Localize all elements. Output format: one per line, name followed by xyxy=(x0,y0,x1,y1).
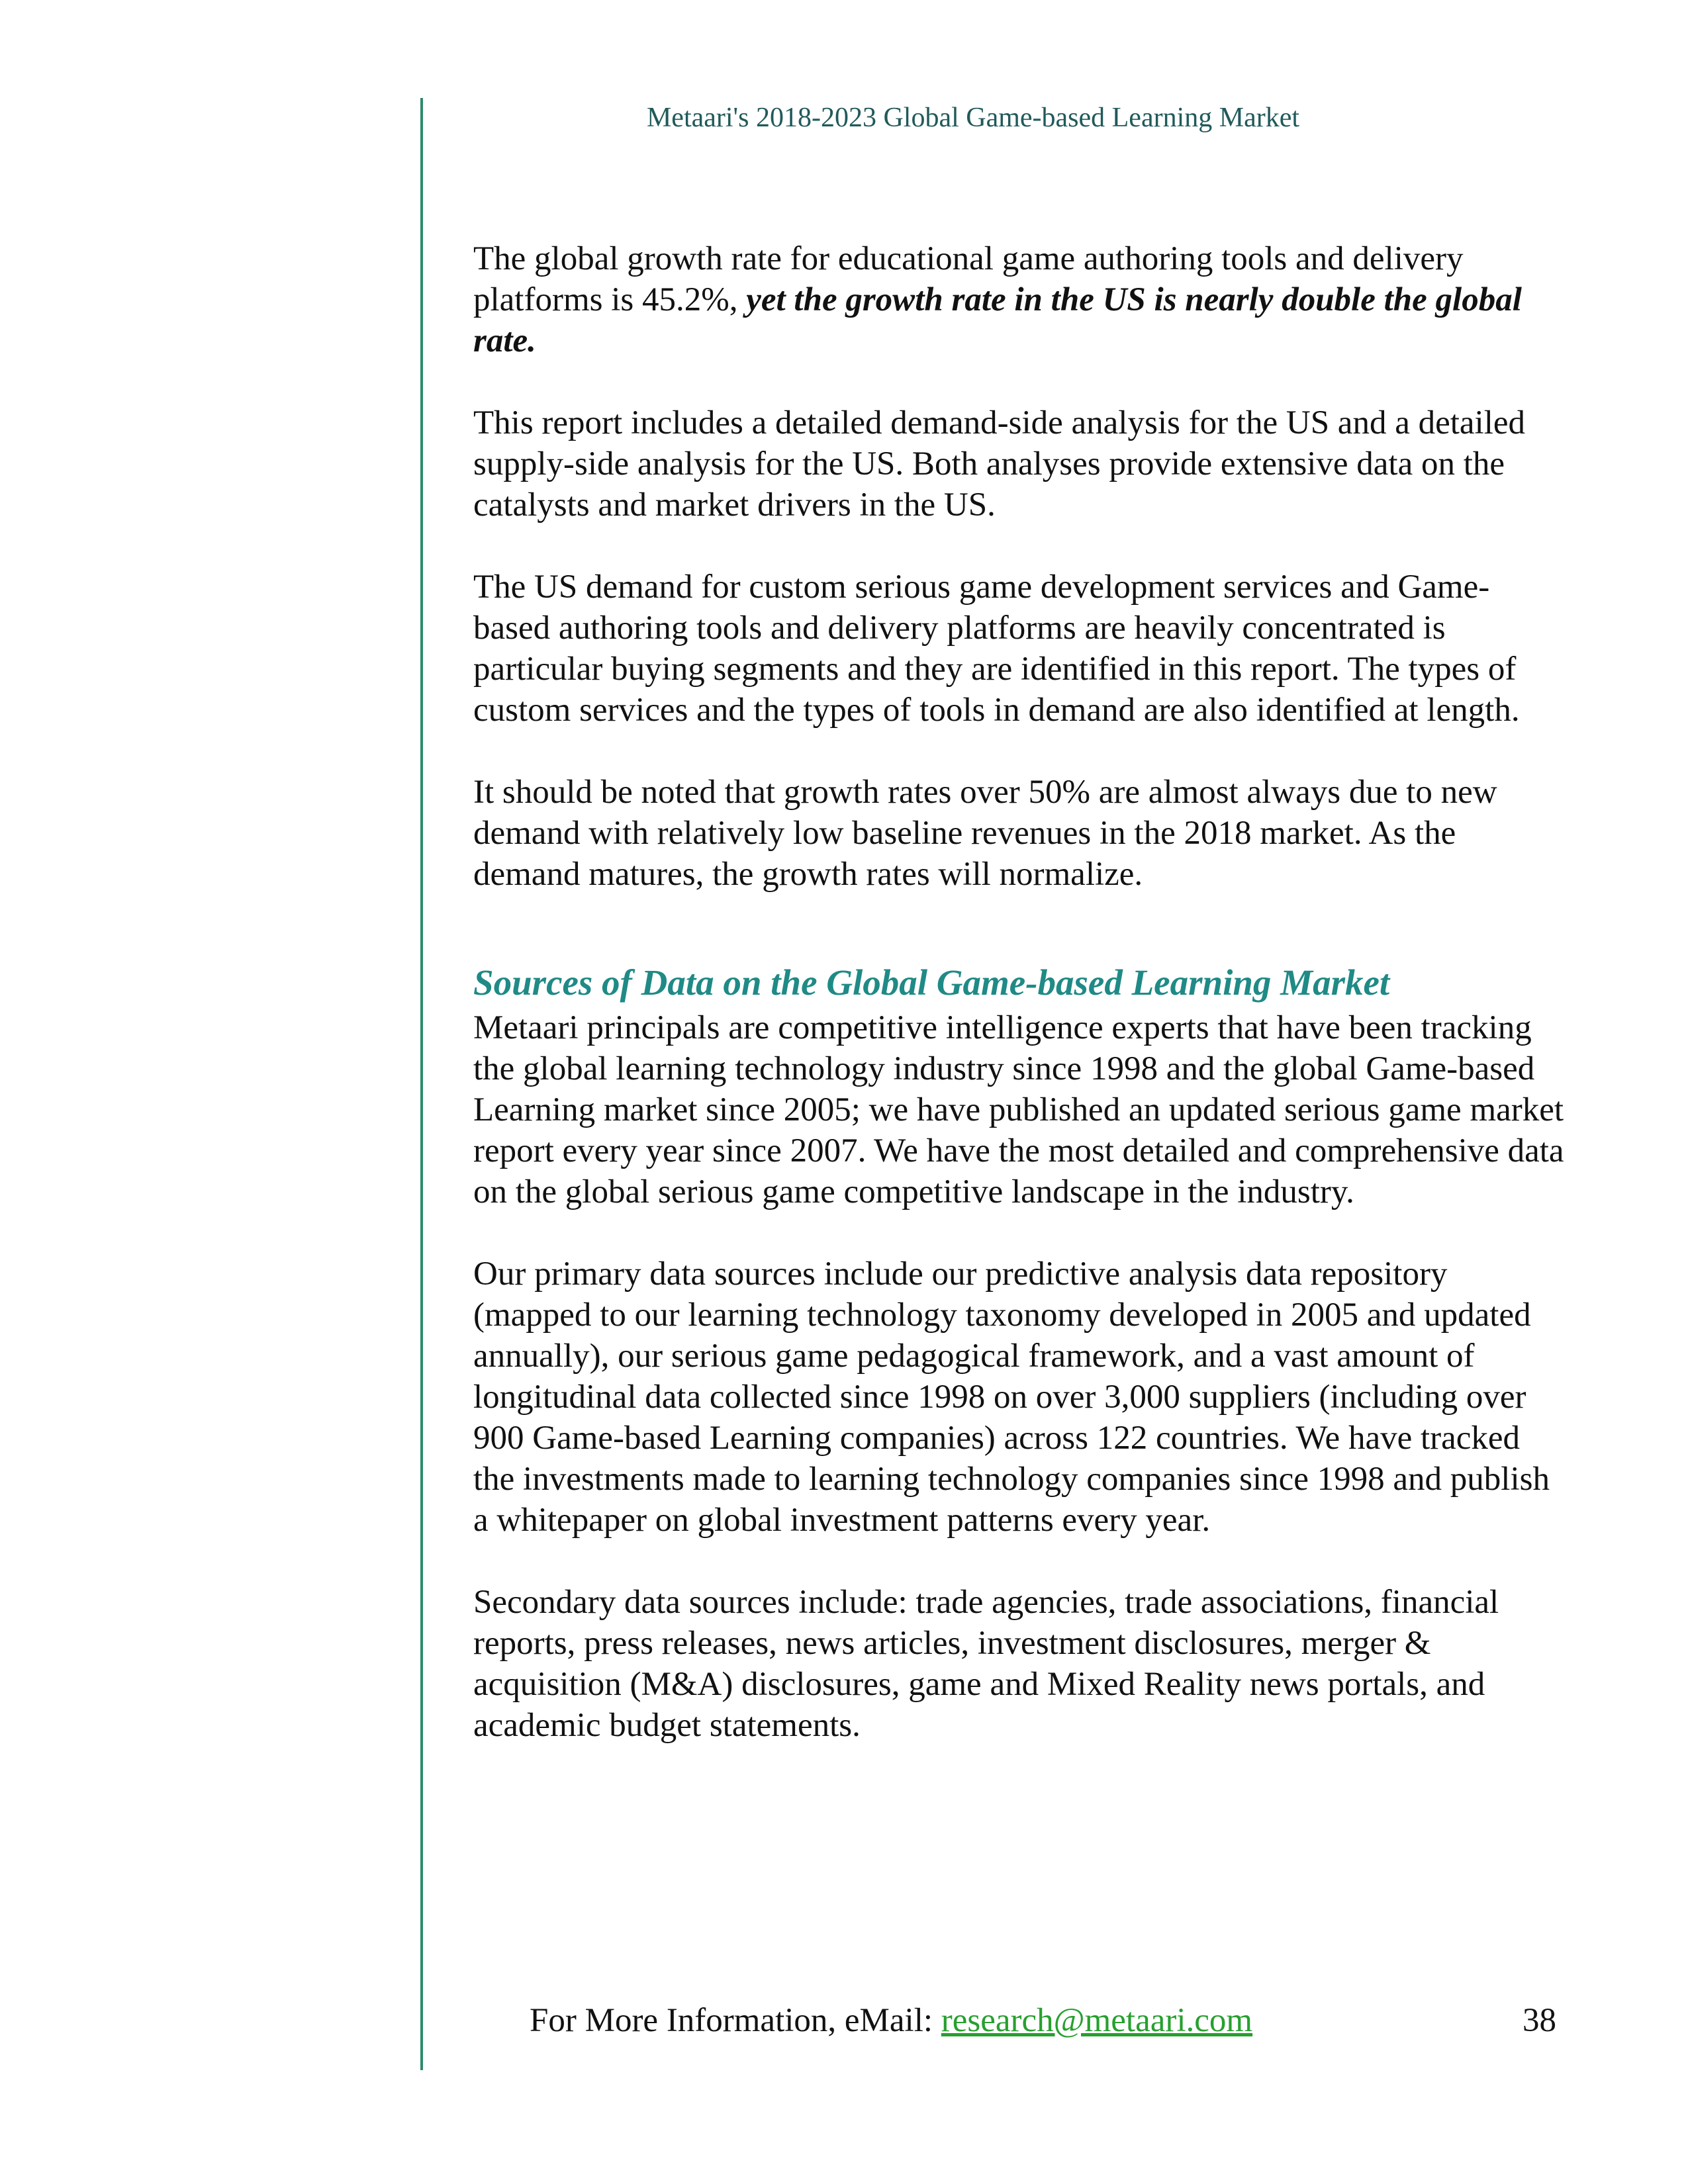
section-heading: Sources of Data on the Global Game-based Learning Market xyxy=(473,962,1390,1003)
paragraph-growth-rate xyxy=(473,238,1566,361)
page-number: 38 xyxy=(1523,2002,1556,2039)
paragraph-growth-note: It should be noted that growth rates over 50% are almost always due to new demand with relatively low baseline revenues in the 2018 market. As the demand matures, the growth rates will normalize. xyxy=(473,774,1497,893)
growth-rate-emphasis: yet the growth rate in the US is nearly double the global rate. xyxy=(473,281,1522,359)
paragraph-principals: Metaari principals are competitive intelligence experts that have been tracking the global learning technology industry since 1998 and the global Game-based Learning market since 2005; we have published an updated serious game market report every year since 2007. We have the most detailed and comprehensive data on the global serious game competitive landscape in the industry. xyxy=(473,1009,1564,1210)
paragraph-us-demand: The US demand for custom serious game development services and Game-based authoring tools and delivery platforms are heavily concentrated is particular buying segments and they are identified in this report. The types of custom services and the types of tools in demand are also identified at length. xyxy=(473,569,1520,729)
footer xyxy=(530,2000,1252,2041)
email-link[interactable]: research@metaari.com xyxy=(941,2002,1253,2039)
paragraph-primary-sources: Our primary data sources include our predictive analysis data repository (mapped to our learning technology taxonomy developed in 2005 and updated annually), our serious game pedagogical framework, and a vast amount of longitudinal data collected since 1998 on over 3,000 suppliers (including over 900 Game-based Learning companies) across 122 countries. We have tracked the investments made to learning technology companies since 1998 and publish a whitepaper on global investment patterns every year. xyxy=(473,1255,1550,1539)
running-header: Metaari's 2018-2023 Global Game-based Learning Market xyxy=(646,103,1300,133)
margin-rule xyxy=(420,98,423,2070)
paragraph-analysis: This report includes a detailed demand-side analysis for the US and a detailed supply-side analysis for the US. Both analyses provide extensive data on the catalysts and market drivers in the US. xyxy=(473,404,1525,523)
footer-label: For More Information, eMail: xyxy=(530,2002,941,2039)
paragraph-secondary-sources: Secondary data sources include: trade agencies, trade associations, financial reports, press releases, news articles, investment disclosures, merger & acquisition (M&A) disclosures, game and Mixed Reality news portals, and academic budget statements. xyxy=(473,1584,1499,1744)
growth-rate-text: The global growth rate for educational game authoring tools and delivery platforms is 45.2%, xyxy=(473,240,1464,318)
page-body xyxy=(473,238,1566,1787)
